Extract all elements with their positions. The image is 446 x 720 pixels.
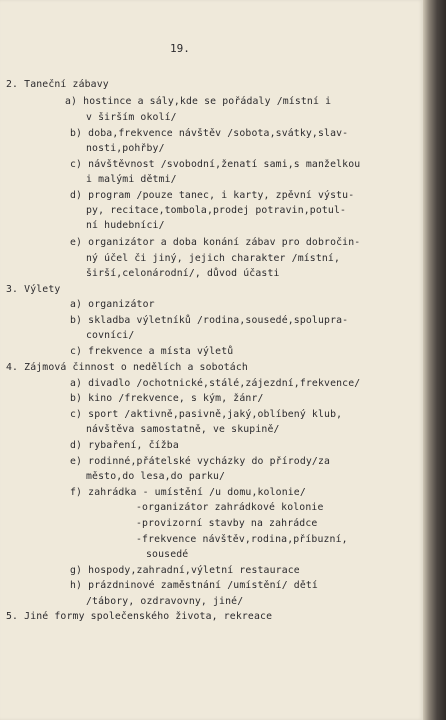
list-item-continuation: i malými dětmi/: [86, 174, 177, 185]
list-item: c) frekvence a místa výletů: [70, 346, 234, 357]
list-item-continuation: -provizorní stavby na zahrádce: [136, 518, 318, 529]
list-item: c) návštěvnost /svobodní,ženatí sami,s manželkou: [70, 159, 361, 170]
list-item-continuation: v širším okolí/: [86, 112, 177, 123]
list-item-continuation: nosti,pohřby/: [86, 143, 165, 154]
list-item-continuation: /tábory, ozdravovny, jiné/: [86, 596, 244, 607]
section-heading: 4. Zájmová činnost o nedělích a sobotách: [6, 362, 248, 373]
list-item: e) rodinné,přátelské vycházky do přírody/za: [70, 456, 331, 467]
list-item: g) hospody,zahradní,výletní restaurace: [70, 565, 300, 576]
list-item: a) hostince a sály,kde se pořádaly /místní i: [65, 96, 332, 107]
list-item-continuation: návštěva samostatně, ve skupině/: [86, 424, 280, 435]
list-item: e) organizátor a doba konání zábav pro dobročin-: [70, 237, 361, 248]
list-item: d) rybaření, čížba: [70, 440, 179, 451]
list-item: d) program /pouze tanec, i karty, zpěvní výstu-: [70, 190, 355, 201]
list-item-continuation: py, recitace,tombola,prodej potravin,potul-: [86, 205, 347, 216]
list-item-continuation: sousedé: [146, 549, 189, 560]
list-item-continuation: ný účel či jiný, jejich charakter /místní,: [86, 253, 341, 264]
list-item-continuation: -frekvence návštěv,rodina,příbuzní,: [136, 534, 348, 545]
list-item: b) doba,frekvence návštěv /sobota,svátky,slav-: [70, 128, 349, 139]
list-item-continuation: širší,celonárodní/, důvod účasti: [86, 268, 280, 279]
list-item: a) divadlo /ochotnické,stálé,zájezdní,frekvence/: [70, 378, 361, 389]
list-item-continuation: -organizátor zahrádkové kolonie: [136, 502, 324, 513]
list-item: c) sport /aktivně,pasivně,jaký,oblíbený klub,: [70, 409, 343, 420]
list-item-continuation: covníci/: [86, 330, 135, 341]
list-item-continuation: ní hudebníci/: [86, 220, 165, 231]
list-item: b) skladba výletníků /rodina,sousedé,spolupra-: [70, 315, 349, 326]
section-heading: 2. Taneční zábavy: [6, 79, 109, 90]
book-binding-edge: [423, 0, 446, 720]
section-heading: 5. Jiné formy společenského života, rekreace: [6, 611, 273, 622]
list-item: h) prázdninové zaměstnání /umístění/ dětí: [70, 580, 318, 591]
list-item: a) organizátor: [70, 299, 155, 310]
list-item-continuation: město,do lesa,do parku/: [86, 471, 226, 482]
list-item: f) zahrádka - umístění /u domu,kolonie/: [70, 487, 306, 498]
section-heading: 3. Výlety: [6, 284, 61, 295]
page-number: 19.: [170, 42, 190, 55]
list-item: b) kino /frekvence, s kým, žánr/: [70, 393, 264, 404]
